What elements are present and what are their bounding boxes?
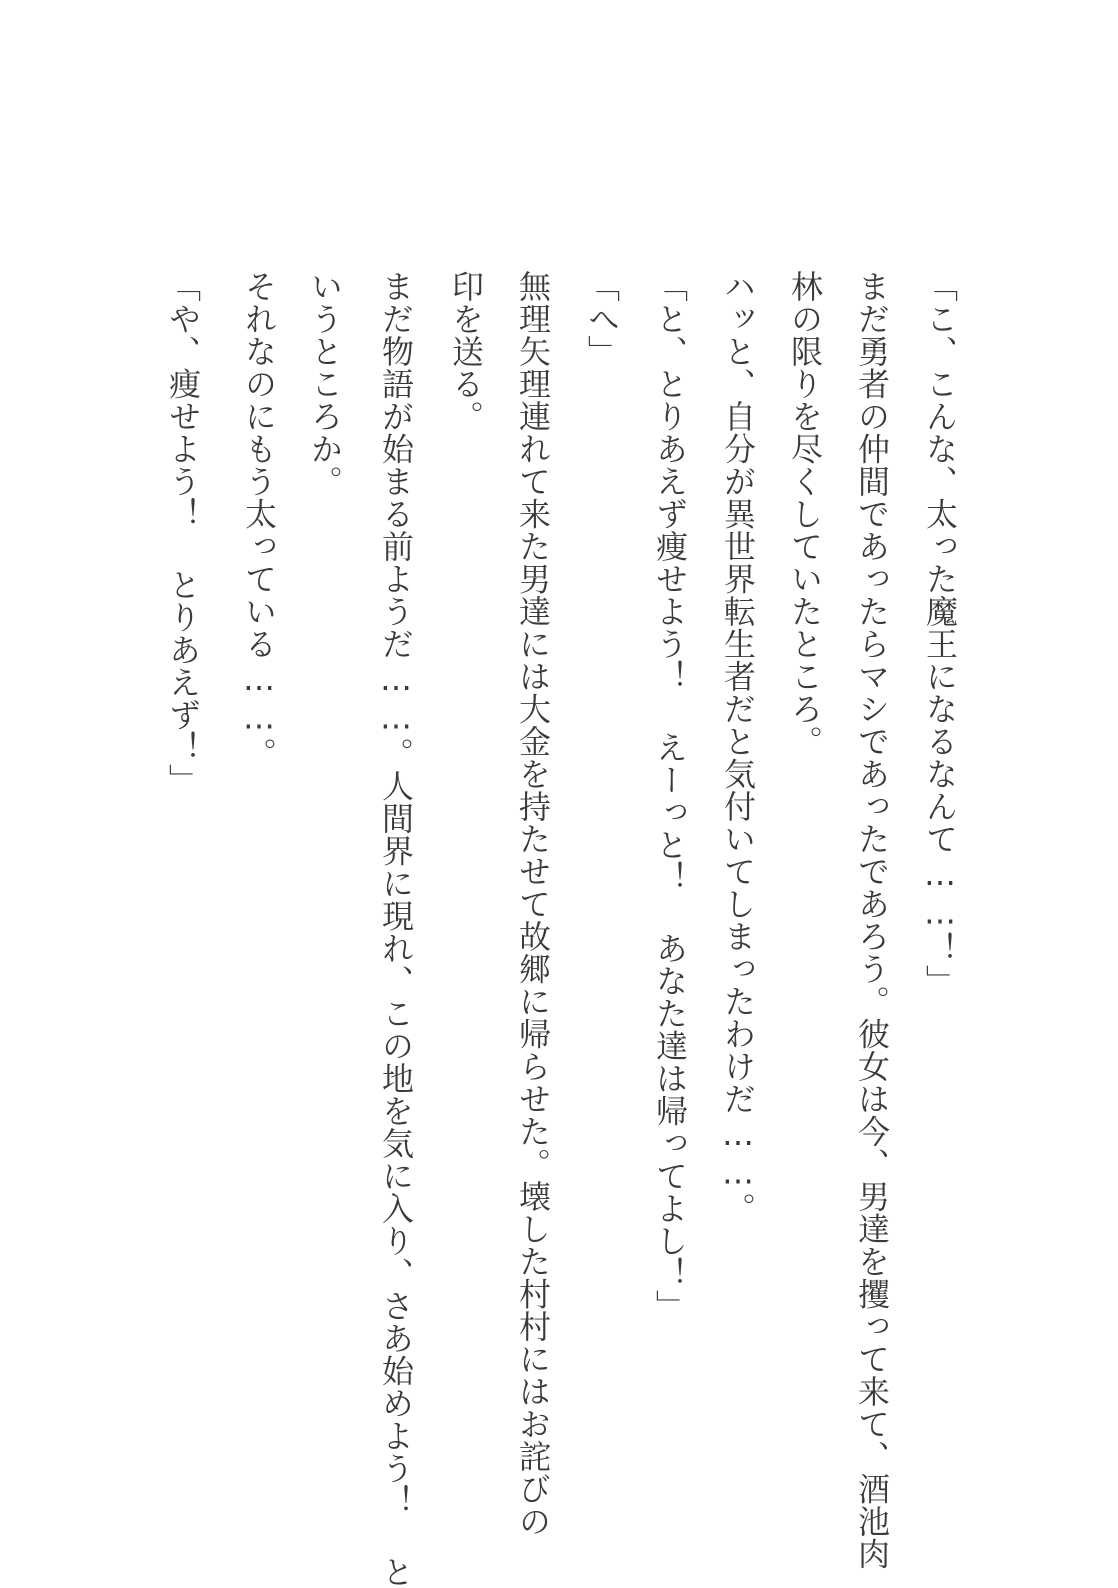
text-column: まだ勇者の仲間であったらマシであったであろう。彼女は今、男達を攫って来て、酒池肉 xyxy=(853,270,891,1570)
text-column: 「へ」 xyxy=(583,270,621,368)
text-column: 印を送る。 xyxy=(447,270,485,433)
text-column: ハッと、自分が異世界転生者だと気付いてしまったわけだ……。 xyxy=(719,270,757,1225)
text-column: 「や、痩せよう！ とりあえず！」 xyxy=(164,270,202,796)
text-column: それなのにもう太っている……。 xyxy=(240,270,278,770)
text-column: 林の限りを尽くしていたところ。 xyxy=(786,270,824,758)
text-column: まだ物語が始まる前ようだ……。人間界に現れ、この地を気に入り、さあ始めよう！ と xyxy=(377,270,415,1588)
text-column: 無理矢理連れて来た男達には大金を持たせて故郷に帰らせた。壊した村村にはお詫びの xyxy=(514,270,552,1538)
text-column: いうところか。 xyxy=(306,270,344,498)
text-column: 「こ、こんな、太った魔王になるなんて……！」 xyxy=(921,270,959,997)
text-column: 「と、とりあえず痩せよう！ えーっと！ あなた達は帰ってよし！」 xyxy=(651,270,689,1322)
